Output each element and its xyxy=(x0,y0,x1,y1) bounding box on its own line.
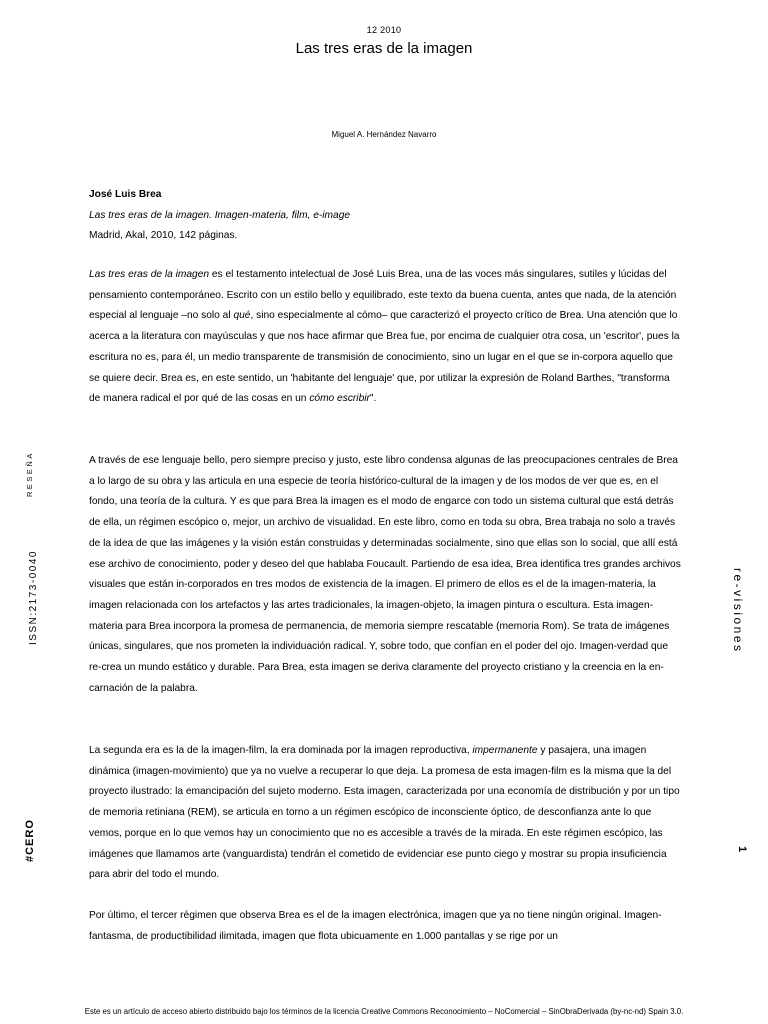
paragraph-1 xyxy=(89,265,683,410)
page-number: 1 xyxy=(736,846,748,853)
emphasis: qué xyxy=(233,310,251,322)
category-label: re-visiones xyxy=(731,568,745,654)
emphasis: impermanente xyxy=(472,745,538,756)
paragraph-text: ". xyxy=(369,393,377,405)
paragraph-2 xyxy=(89,451,683,699)
paragraph-text: , sino especialmente al cómo– que caracterizó el proyecto crítico de Brea. Una atención que lo acerca a la literatura con mayúsculas y que nos hace afirmar que Brea fue, por encima de cualquier otra cosa, un 'escritor', pues la escritura no es, para él, un medio transparente de transmisión de conocimiento, sino un lugar en el que se in-corpora aquello que se quiere decir. Brea es, en este sentido, un 'habitante del lenguaje' que, por utilizar la expresión de Roland Barthes, "transforma de manera radical el por qué de las cosas en un xyxy=(89,310,680,405)
article-author: Miguel A. Hernández Navarro xyxy=(331,130,437,139)
paragraph-text: y pasajera, una imagen dinámica (imagen-movimiento) que ya no vuelve a recuperar lo que deja. La promesa de esta imagen-film es la misma que la del proyecto ilustrado: la emancipación del sujeto moderno. Esta imagen, caracterizada por una economía de distribución y por un tipo de memoria retiniana (REM), se articula en torno a un régimen escópico de inconsciente óptico, de desconfianza ante lo que vemos, porque en lo que vemos hay un conocimiento que no es accesible a través de la mirada. En este régimen escópico, las imágenes que llamamos arte (vanguardista) tendrán el cometido de evidenciar ese punto ciego y mostrar su propia insuficiencia para abrir del todo el mundo. xyxy=(89,745,680,881)
license-footer: Este es un artículo de acceso abierto distribuido bajo los términos de la licencia Creative Commons Reconocimiento – NoComercial – SinObraDerivada (by-nc-nd) Spain 3.0. xyxy=(84,1007,684,1016)
paragraph-4 xyxy=(89,906,683,947)
paragraph-text: A través de ese lenguaje bello, pero siempre preciso y justo, este libro condensa algunas de las preocupaciones centrales de Brea a lo largo de su obra y las articula en una especie de teoría histórico-cultural de la imagen y de los modos de ver que es, en el fondo, una teoría de la cultura. Y es que para Brea la imagen es el modo de engarce con todo un sistema cultural que está detrás de ella, un régimen escópico o, mejor, un archivo de visualidad. En este libro, como en toda su obra, Brea trabaja no solo a través de la idea de que las imágenes y la visión están construidas y determinadas socialmente, sino que ellas son lo social, que allí está ese archivo de conocimiento, poder y deseo del que hablaba Foucault. Partiendo de esa idea, Brea identifica tres grandes archivos visuales que están in-corporados en tres modos de existencia de la imagen. El primero de ellos es el de la imagen-materia, la imagen relacionada con los artefactos y las artes tradicionales, la imagen-objeto, la imagen pintura o escultura. Esta imagen-materia para Brea incorpora la promesa de permanencia, de memoria siempre rescatable (memoria Rom). Se trata de imágenes únicas, singulares, que nos prometen la individuación radical. Y, sobre todo, que confían en el poder del ojo. Imagen-verdad que re-crea un mundo estático y durable. Para Brea, esta imagen se deriva claramente del proyecto cristiano y la creencia en la en-carnación de la palabra. xyxy=(89,455,681,694)
paragraph-text: La segunda era es la de la imagen-film, la era dominada por la imagen reproductiva, xyxy=(89,745,473,756)
paragraph-text: Por último, el tercer régimen que observa Brea es el de la imagen electrónica, imagen que ya no tiene ningún original. Imagen-fantasma, de productibilidad ilimitada, imagen que flota ubicuamente en 1.000 pantallas y se rige por un xyxy=(89,910,662,942)
book-author: José Luis Brea xyxy=(89,189,162,200)
issn-label: ISSN:2173-0040 xyxy=(28,550,39,645)
journal-label: #CERO xyxy=(24,819,36,862)
paragraph-text: es el testamento intelectual de José Luis Brea, una de las voces más singulares, sutiles y lúcidas del pensamiento contemporáneo. Escrito con un estilo bello y equilibrado, este texto da buena cuenta, antes que nada, de la atención especial al lenguaje –no solo al xyxy=(89,269,677,322)
book-title-italic: Las tres eras de la imagen xyxy=(89,269,210,280)
emphasis: cómo escribir xyxy=(309,393,370,405)
book-title: Las tres eras de la imagen. Imagen-materia, film, e-image xyxy=(89,209,351,221)
book-reference xyxy=(89,185,683,247)
paragraph-3 xyxy=(89,741,683,886)
section-label: RESEÑA xyxy=(25,451,34,497)
article-title: Las tres eras de la imagen xyxy=(295,40,473,57)
issue-date: 12 2010 xyxy=(366,25,402,35)
book-publication: Madrid, Akal, 2010, 142 páginas. xyxy=(89,230,238,242)
